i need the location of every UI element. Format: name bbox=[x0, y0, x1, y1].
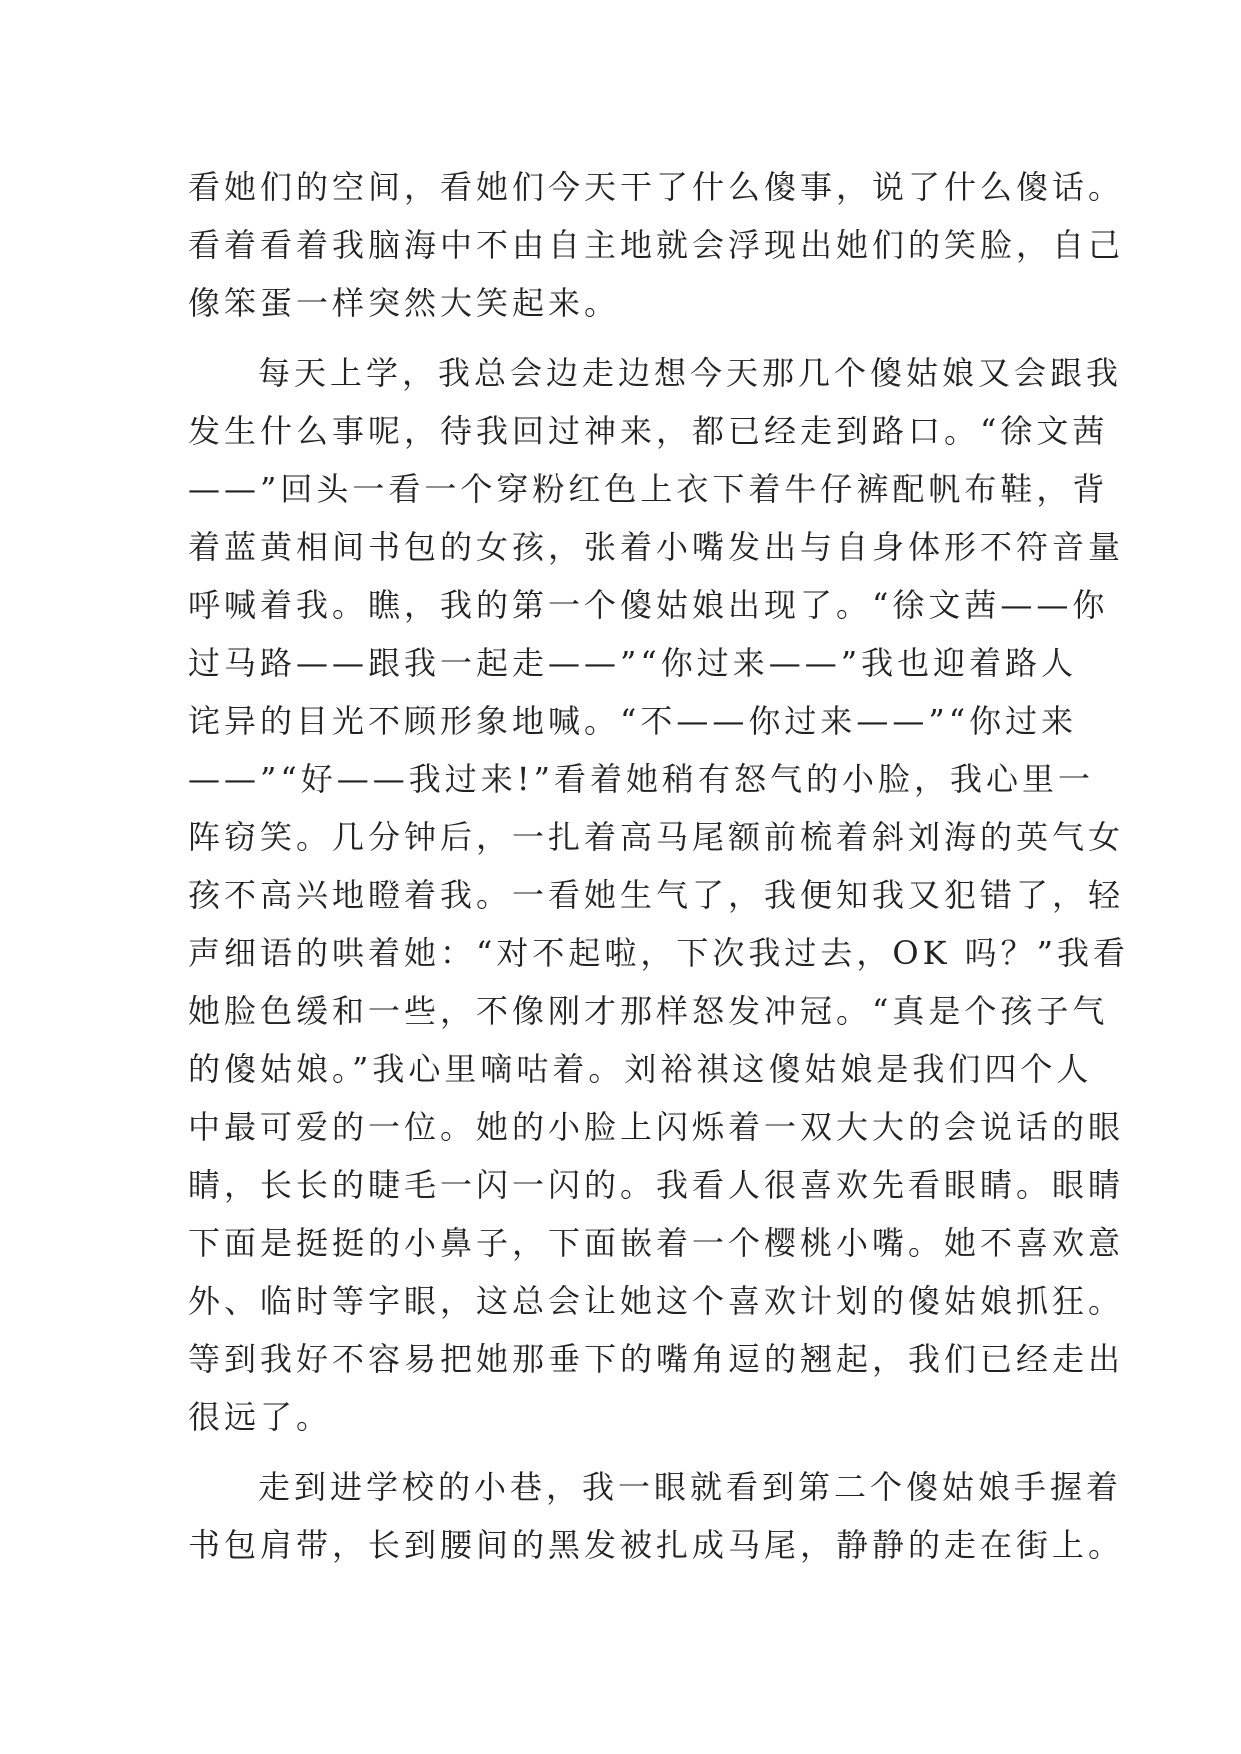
paragraph-spacer bbox=[188, 332, 1068, 344]
text-line: 睛，长长的睫毛一闪一闪的。我看人很喜欢先看眼睛。眼睛 bbox=[188, 1166, 1125, 1204]
text-line: 诧异的目光不顾形象地喊。“不——你过来——”“你过来 bbox=[188, 702, 1078, 740]
text-line: 每天上学，我总会边走边想今天那几个傻姑娘又会跟我 bbox=[258, 354, 1123, 392]
text-line: 看她们的空间，看她们今天干了什么傻事，说了什么傻话。 bbox=[188, 168, 1125, 206]
paragraph-spacer bbox=[188, 1446, 1068, 1458]
text-line: 发生什么事呢，待我回过神来，都已经走到路口。“徐文茜 bbox=[188, 412, 1109, 450]
text-line: 孩不高兴地瞪着我。一看她生气了，我便知我又犯错了，轻 bbox=[188, 876, 1125, 914]
essay-body bbox=[188, 158, 1130, 1574]
text-line: 着蓝黄相间书包的女孩，张着小嘴发出与自身体形不符音量 bbox=[188, 528, 1125, 566]
text-line: 像笨蛋一样突然大笑起来。 bbox=[188, 284, 621, 322]
text-line: 书包肩带，长到腰间的黑发被扎成马尾，静静的走在街上。 bbox=[188, 1526, 1125, 1564]
text-line: 声细语的哄着她：“对不起啦，下次我过去，OK 吗？”我看 bbox=[188, 934, 1130, 972]
text-line: 的傻姑娘。”我心里嘀咕着。刘裕祺这傻姑娘是我们四个人 bbox=[188, 1050, 1093, 1088]
text-line: 呼喊着我。瞧，我的第一个傻姑娘出现了。“徐文茜——你 bbox=[188, 586, 1109, 624]
text-line: 阵窃笑。几分钟后，一扎着高马尾额前梳着斜刘海的英气女 bbox=[188, 818, 1125, 856]
text-line: 等到我好不容易把她那垂下的嘴角逗的翘起，我们已经走出 bbox=[188, 1340, 1125, 1378]
text-line: 很远了。 bbox=[188, 1398, 333, 1436]
text-line: 她脸色缓和一些，不像刚才那样怒发冲冠。“真是个孩子气 bbox=[188, 992, 1109, 1030]
text-line: 过马路——跟我一起走——”“你过来——”我也迎着路人 bbox=[188, 644, 1078, 682]
paragraph-3 bbox=[188, 1458, 1125, 1574]
text-line: 看着看着我脑海中不由自主地就会浮现出她们的笑脸，自己 bbox=[188, 226, 1125, 264]
paragraph-1 bbox=[188, 158, 1125, 332]
paragraph-2 bbox=[188, 344, 1130, 1446]
text-line: 外、临时等字眼，这总会让她这个喜欢计划的傻姑娘抓狂。 bbox=[188, 1282, 1125, 1320]
text-line: 下面是挺挺的小鼻子，下面嵌着一个樱桃小嘴。她不喜欢意 bbox=[188, 1224, 1125, 1262]
text-line: ——”“好——我过来!”看着她稍有怒气的小脸，我心里一 bbox=[188, 760, 1094, 798]
text-line: 中最可爱的一位。她的小脸上闪烁着一双大大的会说话的眼 bbox=[188, 1108, 1125, 1146]
text-line: ——”回头一看一个穿粉红色上衣下着牛仔裤配帆布鞋，背 bbox=[188, 470, 1109, 508]
text-line: 走到进学校的小巷，我一眼就看到第二个傻姑娘手握着 bbox=[258, 1468, 1123, 1506]
